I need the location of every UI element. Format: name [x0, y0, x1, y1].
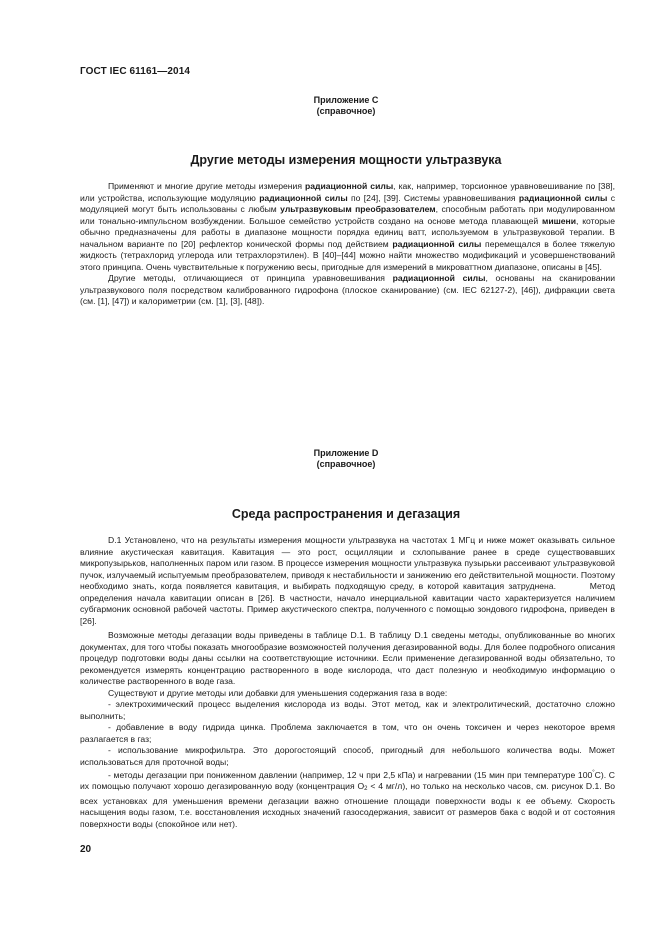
term-radiation-force: радиационной силы [305, 181, 394, 191]
appendix-d-list-item-3: - использование микрофильтра. Это дорогостоящий способ, пригодный для небольшого количества воды. Может использоваться для проточной воды; [80, 745, 615, 767]
appendix-c-type: (справочное) [316, 106, 376, 116]
term-radiation-force: радиационной силы [259, 192, 348, 203]
appendix-d-type: (справочное) [316, 459, 376, 469]
appendix-d-paragraph-2: Возможные методы дегазации воды приведены в таблице D.1. В таблицу D.1 сведены методы, опубликованные во многих документах, для того чтобы показать многообразие возможностей получения дегазированной воды. Для более подробного описания процедур подготовки воды даны ссылки на соответствующие источники. Если применение дегазированной воды обязательно, то рекомендуется измерять концентрацию растворенного в воде кислорода, что даст полезную и необходимую информацию о количестве растворенного в воде газа. [80, 630, 615, 686]
text-run: < 4 мг/л), но только на несколько часов, см. рисунок D.1. Во всех установках для уменьшения времени дегазации важно отношение площади поверхности воды к ее объему. Скорость насыщения воды газом, т.е. восстановления исходных значений газосодержания, зависит от размеров бака с водой и от состояния поверхности воды (спокойное или нет). [80, 781, 615, 829]
appendix-d-list-item-1: - электрохимический процесс выделения кислорода из воды. Этот метод, как и электролитический, достаточно сложно выполнить; [80, 699, 615, 721]
text-run: , основаны на сканировании ультразвукового поля посредством калиброванного гидрофона (плоское сканирование) (см. IEC 62127-2), [46]), дифракции света (см. [1], [47]) и калориметрии (см. [1], [3], [48]). [80, 273, 615, 306]
appendix-c-label: Приложение С [313, 95, 379, 105]
page-number: 20 [80, 844, 92, 855]
text-run: , как, например, торсионное уравновешивание по [38], или устройства, использующие модуляцию [80, 181, 615, 203]
subscript-2: 2 [364, 786, 368, 793]
appendix-c-heading [80, 95, 612, 117]
term-ultrasonic-transducer: ультразвуковым преобразователем [280, 204, 436, 214]
appendix-d-title: Среда распространения и дегазация [231, 507, 461, 521]
text-run: по [24], [39]. Системы уравновешивания [347, 192, 519, 203]
text-run: , способным работать при модулированном или тонально-импульсном возбуждении. Большое семейство устройств создано на основе метода плавающей [80, 204, 616, 226]
text-run: - методы дегазации при пониженном давлении (например, 12 ч при 2,5 кПа) и нагревании (15 мин при температуре 100 [108, 769, 593, 780]
text-run: Применяют и многие другие методы измерения [108, 181, 306, 191]
text-run: Другие методы, отличающиеся от принципа уравновешивания [108, 273, 393, 283]
appendix-c-body [80, 181, 615, 308]
term-target: мишени [541, 215, 577, 226]
appendix-c-title: Другие методы измерения мощности ультразвука [190, 153, 502, 167]
appendix-d-body [80, 535, 618, 830]
appendix-d-list-item-4 [80, 768, 615, 830]
appendix-d-list-item-2: - добавление в воду гидрида цинка. Проблема заключается в том, что он очень токсичен и через некоторое время разлагается в газ; [80, 722, 615, 744]
text-run: С). С их помощью получают хорошо дегазированную воду (концентрация O [80, 769, 615, 792]
appendix-d-heading [80, 448, 612, 470]
appendix-c-paragraph-1 [80, 181, 615, 273]
text-run: , которые обычно предназначены для работы в диапазоне мощности порядка единиц ватт, используемом в ультразвуковой терапии. В начальном варианте по [20] рефлектор конической формы под действием [80, 215, 615, 249]
term-radiation-force: радиационной силы [392, 238, 482, 249]
term-radiation-force: радиационной силы [392, 273, 486, 283]
text-run: перемещался в более тяжелую жидкость (тетрахлорид углерода или тетрахлорэтилен). В [40]–[44] можно найти множество модификаций и усовершенствований этого принципа. Очень чувствительные к погружению весы, пригодные для измерений в микроваттном диапазоне, описаны в [45]. [80, 238, 615, 272]
appendix-d-label: Приложение D [313, 448, 379, 458]
appendix-d-paragraph-1: D.1 Установлено, что на результаты измерения мощности ультразвука на частотах 1 МГц и ниже может оказывать сильное влияние акустическая кавитация. Кавитация — это рост, осцилляции и схлопывание ранее в среде существовавших микропузырьков, наполненных паром или газом. В процессе измерения мощности ультразвука пузырьки рассеивают ультразвуковой пучок, излучаемый испытуемым преобразователем, приводя к нестабильности и занижению его действительной мощности. Поэтому необходимо знать, когда появляется кавитация, и выбирать подходящую среду, в которой кавитация затруднена. Метод определения начала кавитации описан в [26]. В частности, начало инерциальной кавитации часто характеризуется наличием субгармоник основной рабочей частоты. Пример акустического спектра, полученного с помощью зондового гидрофона, приведен в [26]. [80, 535, 618, 626]
document-code-header: ГОСТ IEC 61161—2014 [80, 66, 191, 77]
text-run: с модуляцией могут быть использованы с любым [80, 192, 616, 214]
appendix-c-paragraph-2 [80, 273, 615, 308]
appendix-d-paragraph-3: Существуют и другие методы или добавки для уменьшения содержания газа в воде: [108, 687, 448, 698]
degree-sign: ° [592, 770, 595, 776]
term-radiation-force: радиационной силы [518, 192, 608, 203]
